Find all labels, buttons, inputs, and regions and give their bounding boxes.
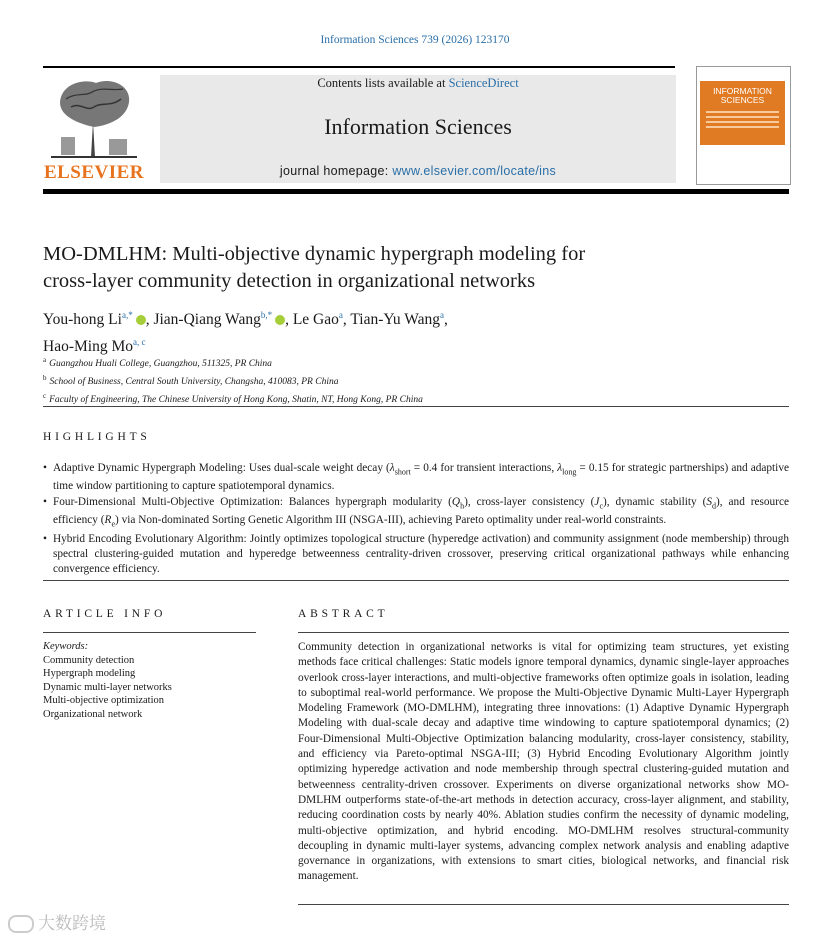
keyword-item: Hypergraph modeling bbox=[43, 668, 136, 680]
affiliation-item: $^a$ Guangzhou Huali College, Guangzhou, 511325, PR China bbox=[43, 356, 272, 370]
keywords-label: Keywords: bbox=[43, 641, 89, 652]
highlights-heading: HIGHLIGHTS bbox=[43, 431, 151, 443]
author-affiliation-sup[interactable]: a bbox=[439, 310, 444, 320]
homepage-prefix: journal homepage: bbox=[279, 164, 393, 178]
cover-title: INFORMATION SCIENCES bbox=[713, 86, 772, 105]
sciencedirect-link[interactable]: ScienceDirect bbox=[448, 76, 519, 90]
article-info-heading: ARTICLE INFO bbox=[43, 608, 167, 620]
abstract-bottom-rule bbox=[298, 904, 789, 905]
abstract-heading: ABSTRACT bbox=[298, 608, 389, 620]
elsevier-wordmark: ELSEVIER bbox=[43, 162, 145, 183]
cover-subtitle-lines bbox=[706, 111, 779, 131]
contents-line bbox=[160, 76, 676, 91]
author-name[interactable]: Tian-Yu Wang bbox=[350, 311, 440, 329]
title-line-2: cross-layer community detection in organizational networks bbox=[43, 270, 536, 292]
orcid-icon[interactable] bbox=[136, 315, 146, 325]
author-affiliation-sup[interactable]: a, c bbox=[132, 337, 146, 348]
contents-prefix: Contents lists available at bbox=[317, 76, 449, 90]
divider bbox=[43, 406, 789, 407]
header-thick-rule bbox=[43, 189, 789, 194]
article-title bbox=[43, 241, 783, 295]
divider bbox=[43, 580, 789, 581]
affiliation-item: $^b$ School of Business, Central South University, Changsha, 410083, PR China bbox=[43, 374, 339, 388]
author-affiliation-sup[interactable]: a,* bbox=[121, 310, 133, 320]
author-affiliation-sup[interactable]: a bbox=[338, 310, 343, 320]
orcid-icon[interactable] bbox=[275, 315, 285, 325]
title-line-1: MO-DMLHM: Multi-objective dynamic hypergraph modeling for bbox=[43, 243, 586, 265]
keyword-item: Community detection bbox=[43, 654, 135, 666]
highlights-list bbox=[43, 461, 789, 577]
abstract-text: Community detection in organizational networks is vital for optimizing team structures, yet existing methods face critical challenges: Static models ignore temporal dynamics, dynamic single-layer approaches overlook cross-layer interactions, and multi-objective frameworks often optimize goals in isolation, leading to suboptimal real-world performance. We propose the Multi-Objective Dynamic Multi-Layer Hypergraph Modeling Framework (MO-DMLHM), integrating three innovations: (1) Adaptive Dynamic Hypergraph Modeling with dual-scale decay and adaptive time windowing to capture spatiotemporal dynamics; (2) Four-Dimensional Multi-Objective Optimization balancing modularity, cross-layer consistency, stability, and efficiency via Pareto-optimal NSGA-III; (3) Hybrid Encoding Evolutionary Algorithm jointly optimizing hyperedge activation and node membership through spectral clustering-guided mutation and betweenness centrality-driven crossover. Experiments on diverse organizational networks show MO-DMLHM outperforms state-of-the-art methods in detection accuracy, cross-layer alignment, and stability, reducing coordination costs by nearly 40%. Ablation studies confirm the necessity of dynamic modeling, multi-objective optimization, and hybrid encoding. MO-DMLHM resolves structural-community decoupling in dynamic multi-layer systems, advancing complex network analysis and enabling adaptive governance in organizations, with extensions to smart cities, biological networks, and financial risk management. bbox=[298, 641, 789, 883]
keyword-item: Multi-objective optimization bbox=[43, 695, 165, 707]
author-name[interactable]: You-hong Li bbox=[43, 311, 122, 329]
journal-cover-thumbnail-icon[interactable] bbox=[696, 66, 791, 185]
keywords-block bbox=[43, 640, 258, 722]
watermark bbox=[8, 909, 106, 934]
author-affiliation-sup[interactable]: b,* bbox=[260, 310, 273, 320]
keyword-item: Organizational network bbox=[43, 708, 143, 720]
journal-name: Information Sciences bbox=[324, 114, 512, 139]
keyword-item: Dynamic multi-layer networks bbox=[43, 681, 172, 693]
elsevier-tree-logo-icon bbox=[51, 77, 137, 159]
highlight-item: • Hybrid Encoding Evolutionary Algorithm: Jointly optimizes topological structure (hyperedge activation) and community assignment (node membership) through spectral clustering-guided mutation and hyperedge betweenness centrality-driven crossover, preserving critical organizational pathways while enhancing convergence efficiency. bbox=[43, 532, 789, 578]
affiliations bbox=[43, 353, 783, 407]
article-info-rule bbox=[43, 632, 256, 633]
watermark-logo-icon bbox=[8, 915, 34, 933]
watermark-text: 大数跨境 bbox=[38, 914, 106, 934]
author-name[interactable]: Le Gao bbox=[292, 311, 339, 329]
header-rule bbox=[43, 66, 675, 68]
publisher-logo[interactable] bbox=[43, 75, 145, 183]
highlight-item: • Four-Dimensional Multi-Objective Optimization: Balances hypergraph modularity $(Q_h)$, cross-layer consistency $(J_c)$, dynamic stability $(S_d)$, and resource efficiency $(R_e)$ via Non-dominated Sorting Genetic Algorithm III (NSGA-III), achieving Pareto optimality under real-world constraints. bbox=[43, 495, 789, 532]
cover-banner bbox=[700, 81, 785, 145]
journal-homepage bbox=[160, 164, 676, 178]
author-list: You-hong $Li^{a,*}$ , Jian-Qiang Wang$^{b,*}$ , Le Gao$^a$, Tian-Yu Wang$^a$, Hao-Ming Mo$^{a, c}$ bbox=[43, 310, 448, 356]
author-name[interactable]: Jian-Qiang Wang bbox=[153, 311, 261, 329]
journal-reference[interactable]: Information Sciences 739 (2026) 123170 bbox=[320, 34, 510, 46]
abstract-rule bbox=[298, 632, 789, 633]
author-name[interactable]: Hao-Ming Mo bbox=[43, 338, 133, 356]
affiliation-item: $^c$ Faculty of Engineering, The Chinese University of Hong Kong, Shatin, NT, Hong Kong, PR China bbox=[43, 392, 423, 406]
homepage-link[interactable]: www.elsevier.com/locate/ins bbox=[392, 164, 557, 178]
highlight-item: • Adaptive Dynamic Hypergraph Modeling: Uses dual-scale weight decay ($\lambda_{short} = 0.4$ for transient interactions, $\lambda_{long} = 0.15$ for strategic partnerships) and adaptive time window partitioning to capture spatiotemporal dynamics. bbox=[43, 461, 789, 495]
